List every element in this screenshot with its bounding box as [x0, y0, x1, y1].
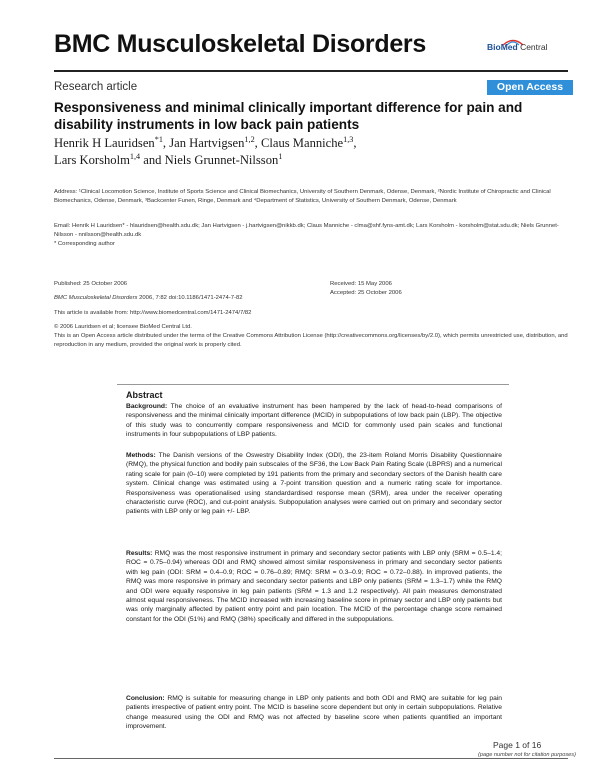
- corresponding-author: * Corresponding author: [54, 241, 115, 247]
- license-statement: This is an Open Access article distributed under the terms of the Creative Commons Attribution License (http://creativecommons.org/licenses/by/2.0), which permits unrestricted use, distribution, and reproduction in any medium, provided the original work is properly cited.: [54, 333, 568, 348]
- abstract-heading: Abstract: [126, 390, 163, 400]
- open-access-badge: Open Access: [487, 80, 573, 95]
- footer-rule: [54, 758, 568, 759]
- article-url[interactable]: This article is available from: http://www.biomedcentral.com/1471-2474/7/82: [54, 310, 252, 316]
- affiliation: Address: ¹Clinical Locomotion Science, Institute of Sports Science and Clinical Biomechanics, University of Southern Denmark, Odense, Denmark, ²Nordic Institute of Chiropractic and Clinical Biomechanics, Odense, Denmark, ³Backcenter Funen, Ringe, Denmark and ⁴Department of Statistics, University of Southern Denmark, Odense, Denmark: [54, 189, 551, 204]
- author: Henrik H Lauridsen$^{*1}$: [54, 134, 163, 150]
- author: Niels Grunnet-Nilsson$^1$: [164, 151, 283, 167]
- article-type: Research article: [54, 81, 138, 93]
- journal-title: BMC Musculoskeletal Disorders: [54, 30, 426, 58]
- author: Lars Korsholm$^{1,4}$: [54, 151, 141, 167]
- published-date: Published: 25 October 2006: [54, 281, 128, 287]
- received-accepted: [330, 280, 402, 298]
- author-list: Henrik H Lauridsen$^{*1}$, Jan Hartvigsen$^{1,2}$, Claus Manniche$^{1,3}$, Lars Korsholm$^{1,4}$ and Niels Grunnet-Nilsson$^1$: [54, 134, 357, 167]
- biomed-central-logo: [487, 38, 567, 60]
- email-list: Email: Henrik H Lauridsen* - hlauridsen@health.sdu.dk; Jan Hartvigsen - j.hartvigsen@nikkb.dk; Claus Manniche - clma@shf.fyns-amt.dk; Lars Korsholm - korsholm@stat.sdu.dk; Niels Grunnet-Nilsson - nnilsson@health.sdu.dk: [54, 223, 559, 238]
- author: Claus Manniche$^{1,3}$: [260, 134, 354, 150]
- received-date: Received: 15 May 2006: [330, 281, 392, 287]
- abstract-conclusion: Conclusion: RMQ is suitable for measuring change in LBP only patients and both ODI and RMQ are suitable for leg pain patients irrespective of patient entry point. The MCID is baseline score dependent but only in certain subpopulations. Relative change measured using the ODI and RMQ was not affected by baseline score when patients quantified an important improvement.: [126, 695, 502, 731]
- abstract-results: Results: RMQ was the most responsive instrument in primary and secondary sector patients with LBP only (SRM = 0.5–1.4; ROC = 0.75–0.94) whereas ODI and RMQ showed almost similar responsiveness in primary and secondary sector patients with leg pain (ODI: SRM = 0.4–0.9; ROC = 0.76–0.89; RMQ: SRM = 0.3–0.9; ROC = 0.72–0.88). In improved patients, the RMQ was more responsive in primary and secondary sector patients and LBP only patients (SRM = 1.3–1.7) while the RMQ and ODI were equally responsive in leg pain patients (SRM = 1.3 and 1.2 respectively). All pain measures demonstrated almost equal responsiveness. The MCID increased with increasing baseline score in primary sector and LBP only patients but was only marginally affected by patient entry point and pain location. The MCID of the percentage change score remained constant for the ODI (51%) and RMQ (38%) specifically and differed in the subpopulations.: [126, 550, 502, 623]
- abstract-background: Background: The choice of an evaluative instrument has been hampered by the lack of head-to-head comparisons of responsiveness and the minimal clinically important difference (MCID) in subpopulations of low back pain (LBP). The objective of this study was to concurrently compare responsiveness and MCID for commonly used pain scales and functional instruments in four subpopulations of LBP patients.: [126, 403, 502, 439]
- citation: BMC Musculoskeletal Disorders 2006, 7:82 doi:10.1186/1471-2474-7-82: [54, 295, 243, 301]
- copyright: © 2006 Lauridsen et al; licensee BioMed Central Ltd.: [54, 324, 192, 330]
- logo-bio-text: BioMed: [487, 42, 518, 52]
- author: Jan Hartvigsen$^{1,2}$: [169, 134, 255, 150]
- logo-central-text: Central: [517, 42, 548, 52]
- abstract-methods: Methods: The Danish versions of the Oswestry Disability Index (ODI), the 23-item Roland Morris Disability Questionnaire (RMQ), the physical function and bodily pain subscales of the SF36, the Low Back Pain Rating Scale (LBPRS) and a numerical rating scale for pain (0–10) were completed by 191 patients from the primary and secondary sectors of the Danish health care system. Clinical change was estimated using a 7-point transition question and a numeric rating scale for importance. Responsiveness was operationalised using standardardised response mean (SRM), area under the receiver operating characteristic curve (ROC), and cut-point analysis. Subpopulation analyses were carried out on primary and secondary sector patients with LBP only or leg pain +/- LBP.: [126, 452, 502, 516]
- header-rule: [54, 70, 568, 72]
- page-number: Page 1 of 16: [493, 740, 542, 750]
- accepted-date: Accepted: 25 October 2006: [330, 290, 402, 296]
- article-title: Responsiveness and minimal clinically important difference for pain and disability instruments in low back pain patients: [54, 100, 523, 132]
- page-number-note: (page number not for citation purposes): [478, 752, 576, 758]
